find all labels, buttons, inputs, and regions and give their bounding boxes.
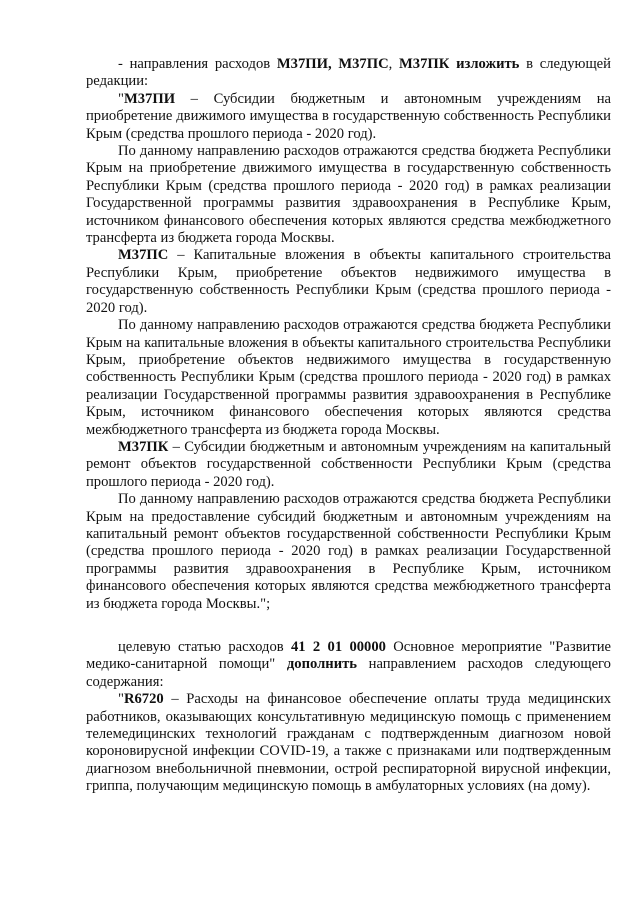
intro-code3: М37ПК [399,56,450,72]
article-lead: целевую статью расходов [118,639,291,655]
r6720-code: R6720 [123,691,164,708]
article-tail: направлением расходов следующего содержания: [86,656,611,690]
m37ps-code: М37ПС [118,247,169,264]
m37ps-definition [86,247,611,317]
m37pi-quote: " [118,90,124,107]
r6720-text: – Расходы на финансовое обеспечение оплаты труда медицинских работников, оказывающих консультативную медицинскую помощь с применением телемедицинских технологий гражданам с подтвержденным диагнозом новой короновирусной инфекции COVID-19, а также с признаками или подтвержденным диагнозом внебольничной пневмонии, острой респираторной вирусной инфекции, гриппа, получающим медицинскую помощь в амбулаторных условиях (на дому). [86,691,611,795]
intro-tail: в следующей редакции: [86,56,611,90]
m37pk-description: По данному направлению расходов отражаются средства бюджета Республики Крым на предоставление субсидий бюджетным и автономным учреждениям на капитальный ремонт объектов государственной собственности Республики Крым (средства прошлого периода - 2020 год) в рамках реализации Государственной программы развития здравоохранения в Республике Крым, источником финансового обеспечения которых являются средства межбюджетного трансферта из бюджета города Москвы."; [86,491,611,612]
m37pi-definition [86,91,611,143]
m37ps-text: – Капитальные вложения в объекты капитального строительства Республики Крым, приобретение объектов недвижимого имущества в государственную собственность Республики Крым (средства прошлого периода - 2020 год). [86,247,611,316]
intro-codes: М37ПИ, М37ПС [276,56,389,72]
intro-action: изложить [449,56,520,72]
intro-paragraph [86,56,611,91]
r6720-quote: " [118,691,124,708]
m37pk-code: М37ПК [118,438,169,455]
article-paragraph [86,639,611,691]
article-action: дополнить [286,656,357,673]
r6720-definition [86,691,611,795]
m37pi-code: М37ПИ [123,90,176,107]
m37pi-text: – Субсидии бюджетным и автономным учреждениям на приобретение движимого имущества в государственную собственность Республики Крым (средства прошлого периода - 2020 год). [86,90,611,142]
m37pi-description: По данному направлению расходов отражаются средства бюджета Республики Крым на приобретение движимого имущества в государственную собственность Республики Крым (средства прошлого периода - 2020 год) в рамках реализации Государственной программы развития здравоохранения в Республике Крым, источником финансового обеспечения которых являются средства межбюджетного трансферта из бюджета города Москвы. [86,143,611,247]
paragraph-gap [86,613,611,639]
m37ps-description: По данному направлению расходов отражаются средства бюджета Республики Крым на капитальные вложения в объекты капитального строительства Республики Крым, приобретение объектов недвижимого имущества в государственную собственность Республики Крым (средства прошлого периода - 2020 год) в рамках реализации Государственной программы развития здравоохранения в Республике Крым, источником финансового обеспечения которых являются средства межбюджетного трансферта из бюджета города Москвы. [86,317,611,438]
article-code: 41 2 01 00000 [290,639,386,655]
intro-lead: - направления расходов [118,56,277,72]
article-name: Основное мероприятие "Развитие медико-санитарной помощи" [86,639,611,673]
m37pk-definition [86,439,611,491]
m37pk-text: – Субсидии бюджетным и автономным учреждениям на капитальный ремонт объектов государственной собственности Республики Крым (средства прошлого периода - 2020 год). [86,438,611,490]
intro-comma: , [388,56,400,72]
